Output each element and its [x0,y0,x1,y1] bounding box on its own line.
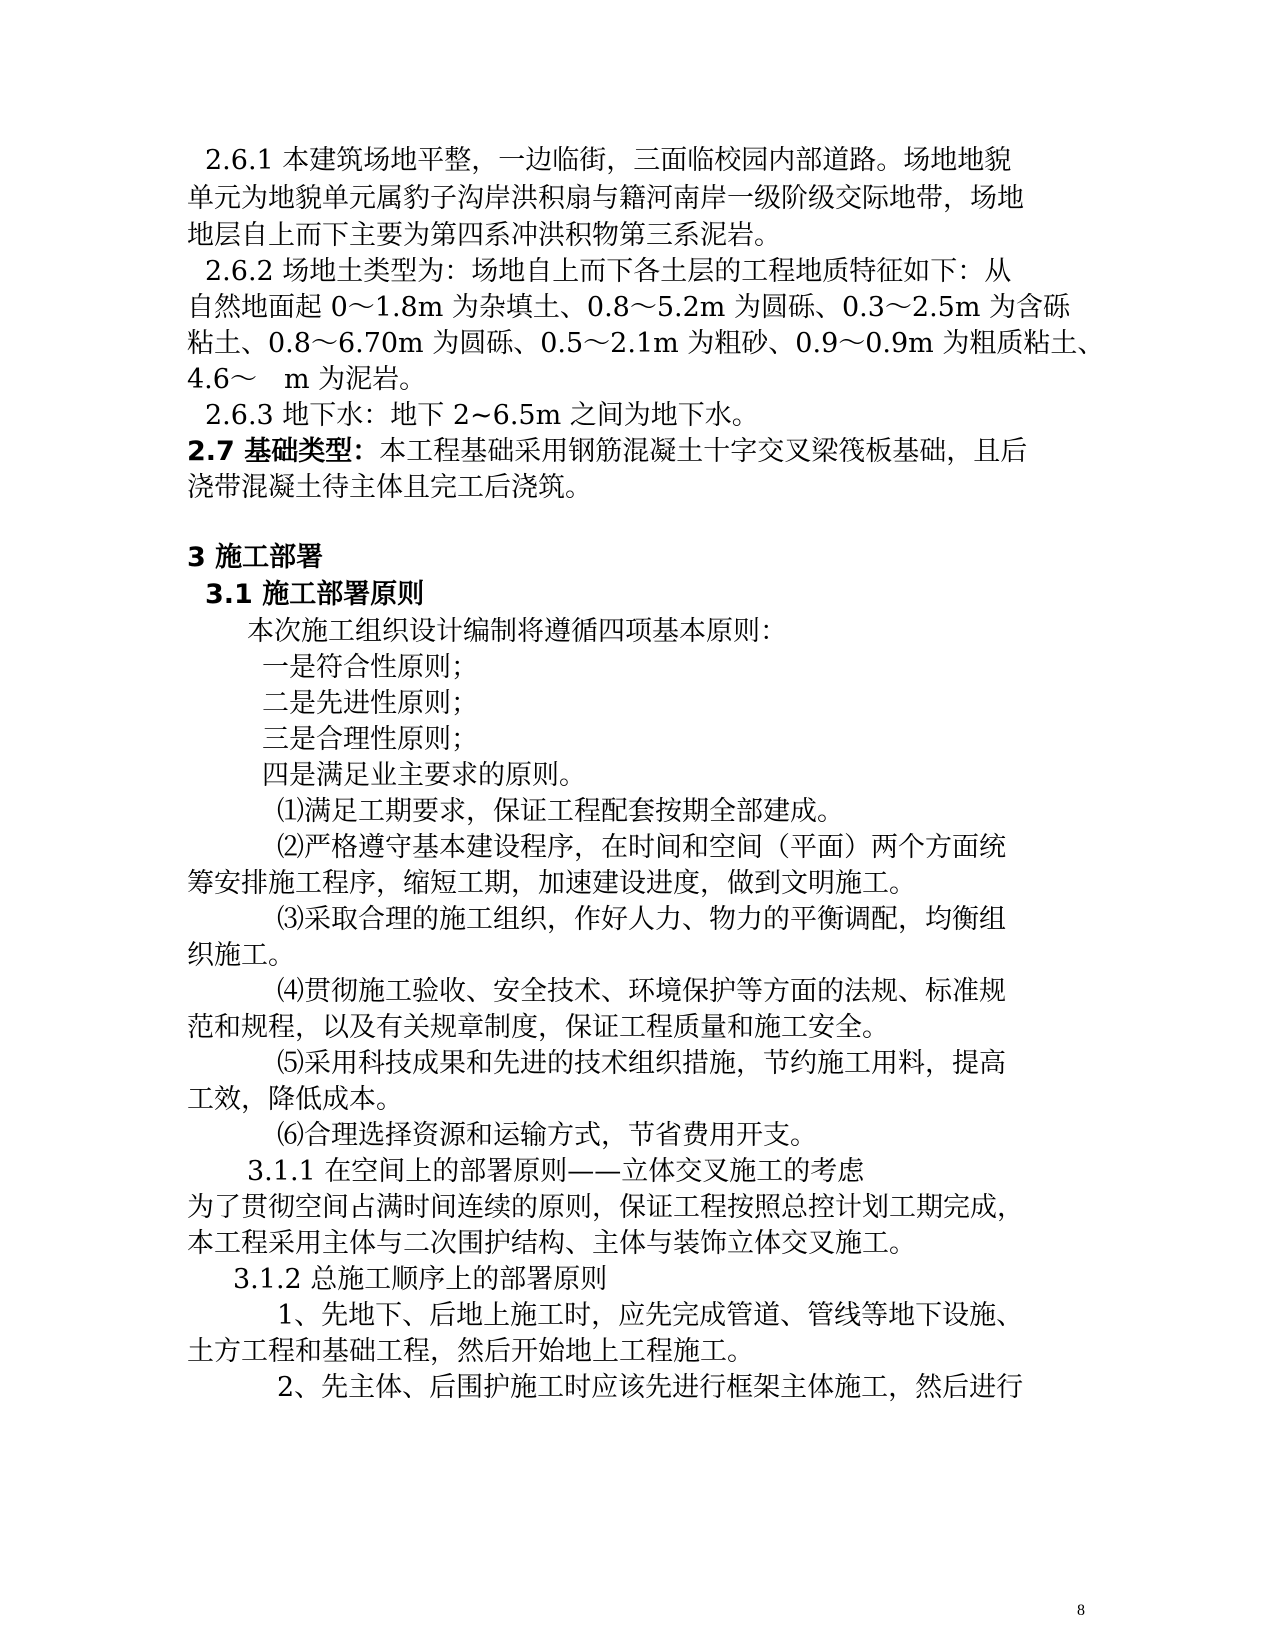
para-2-7-text: 本工程基础采用钢筋混凝土十字交叉梁筏板基础，且后 [379,436,1028,467]
para-2-6-1-line-3: 地层自上而下主要为第四系冲洪积物第三系泥岩。 [187,220,781,251]
para-3-1-2-1-line-2: 土方工程和基础工程，然后开始地上工程施工。 [187,1336,754,1367]
principle-3: 三是合理性原则； [262,724,478,755]
principle-2: 二是先进性原则； [262,688,478,719]
item-4-line-1: ⑷贯彻施工验收、安全技术、环境保护等方面的法规、标准规 [277,976,1006,1007]
heading-3-1-1: 3.1.1 在空间上的部署原则——立体交叉施工的考虑 [247,1156,865,1187]
principle-4: 四是满足业主要求的原则。 [262,760,586,791]
para-2-6-2-line-3: 粘土、0.8～6.70m 为圆砾、0.5～2.1m 为粗砂、0.9～0.9m 为粗质粘土、 [187,328,1105,359]
para-3-1-2-2: 2、先主体、后围护施工时应该先进行框架主体施工，然后进行 [277,1372,1024,1403]
principles-intro: 本次施工组织设计编制将遵循四项基本原则： [247,616,787,647]
para-2-6-1-line-1: 2.6.1 本建筑场地平整，一边临街，三面临校园内部道路。场地地貌 [205,145,1012,176]
item-5-line-2: 工效，降低成本。 [187,1084,403,1115]
item-6: ⑹合理选择资源和运输方式，节省费用开支。 [277,1120,817,1151]
heading-3-1: 3.1 施工部署原则 [205,579,425,610]
para-2-6-1-line-2: 单元为地貌单元属豹子沟岸洪积扇与籍河南岸一级阶级交际地带，场地 [187,183,1024,214]
item-5-line-1: ⑸采用科技成果和先进的技术组织措施，节约施工用料，提高 [277,1048,1006,1079]
item-3-line-1: ⑶采取合理的施工组织，作好人力、物力的平衡调配，均衡组 [277,904,1006,935]
para-2-6-2-line-2: 自然地面起 0～1.8m 为杂填土、0.8～5.2m 为圆砾、0.3～2.5m 为含砾 [187,292,1071,323]
heading-section-3: 3 施工部署 [187,542,324,573]
item-2-line-1: ⑵严格遵守基本建设程序，在时间和空间（平面）两个方面统 [277,832,1006,863]
principle-1: 一是符合性原则； [262,652,478,683]
para-2-6-2-line-4: 4.6～ m 为泥岩。 [187,364,427,395]
item-3-line-2: 织施工。 [187,940,295,971]
para-2-6-2-line-1: 2.6.2 场地土类型为：场地自上而下各土层的工程地质特征如下：从 [205,256,1012,287]
item-2-line-2: 筹安排施工程序，缩短工期，加速建设进度，做到文明施工。 [187,868,916,899]
heading-3-1-2: 3.1.2 总施工顺序上的部署原则 [233,1264,608,1295]
page-number: 8 [1077,1602,1085,1619]
heading-2-7: 2.7 基础类型： [187,436,380,467]
para-2-7-line-2: 浇带混凝土待主体且完工后浇筑。 [187,472,592,503]
para-3-1-2-1-line-1: 1、先地下、后地上施工时，应先完成管道、管线等地下设施、 [277,1300,1024,1331]
para-2-6-3: 2.6.3 地下水：地下 2~6.5m 之间为地下水。 [205,400,759,431]
para-3-1-1-line-2: 本工程采用主体与二次围护结构、主体与装饰立体交叉施工。 [187,1228,916,1259]
para-3-1-1-line-1: 为了贯彻空间占满时间连续的原则，保证工程按照总控计划工期完成， [187,1192,1024,1223]
para-2-7-line-1 [187,434,1087,470]
item-1: ⑴满足工期要求，保证工程配套按期全部建成。 [277,796,844,827]
item-4-line-2: 范和规程，以及有关规章制度，保证工程质量和施工安全。 [187,1012,889,1043]
